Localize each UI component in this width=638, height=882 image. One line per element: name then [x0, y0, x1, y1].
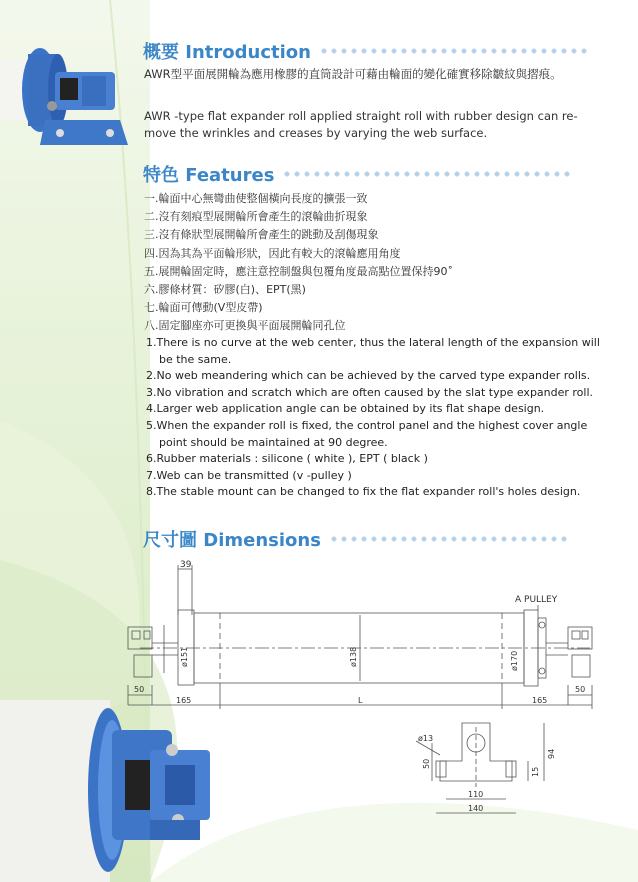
mount-side-view [416, 723, 556, 813]
features-title: 特色 Features [143, 165, 275, 186]
dim-L-label: L [358, 696, 363, 705]
dim-138-label: ø138 [349, 646, 358, 667]
dim-50-left-label: 50 [134, 685, 145, 694]
dim-15-label: 15 [531, 766, 540, 777]
list-item: 1.There is no curve at the web center, thus the lateral length of the expansion will be the same. [146, 336, 600, 366]
dim-170-label: ø170 [510, 650, 519, 671]
list-item: 五.展開輪固定時，應注意控制盤與包覆角度最高點位置保持90˚ [144, 264, 453, 278]
list-item: 2.No web meandering which can be achieved by the carved type expander rolls. [146, 369, 591, 383]
list-item: 三.沒有條狀型展開輪所會產生的跳動及刮傷現象 [144, 228, 379, 242]
dim-94-label: 94 [547, 748, 556, 759]
dim-165-right-label: 165 [532, 696, 548, 705]
product-photo-bottom [0, 700, 230, 882]
list-item: 四.因為其為平面輪形狀，因此有較大的滾輪應用角度 [144, 246, 401, 260]
list-item: 一.輪面中心無彎曲使整個橫向長度的擴張一致 [144, 192, 368, 205]
features-zh-list [144, 190, 453, 336]
features-header [143, 161, 572, 187]
introduction-header [143, 38, 587, 64]
list-item: 6.Rubber materials : silicone ( white ), EPT ( black ) [146, 452, 428, 466]
list-item: 7.Web can be transmitted (v -pulley ) [146, 468, 352, 482]
list-item: 七.輪面可傳動(V型皮帶) [144, 301, 263, 315]
dim-39-label: 39 [180, 560, 192, 570]
dim-13-label: ø13 [418, 734, 434, 743]
dim-50-v-label: 50 [422, 758, 431, 769]
list-item: 4.Larger web application angle can be obtained by its flat shape design. [146, 402, 545, 416]
dimensions-header [143, 526, 571, 552]
list-item: 二.沒有刻痕型展開輪所會產生的滾輪曲折現象 [144, 210, 368, 224]
dim-165-left-label: 165 [176, 696, 192, 705]
introduction-title: 概要 Introduction [143, 42, 311, 63]
list-item: 8.The stable mount can be changed to fix the flat expander roll's holes design. [146, 485, 581, 499]
product-photo-top [0, 20, 140, 170]
dim-151-label: ø151 [180, 646, 189, 667]
list-item: 六.膠條材質：矽膠(白)、EPT(黑) [144, 283, 306, 297]
list-item: 5.When the expander roll is fixed, the control panel and the highest cover angle point should be maintained at 90 degree. [146, 418, 588, 449]
pulley-label: A PULLEY [515, 595, 558, 605]
title-dot-rule [319, 48, 587, 54]
dim-50-right-label: 50 [575, 685, 586, 694]
intro-zh-text: AWR型平面展開輪為應用橡膠的直筒設計可藉由輪面的變化確實移除皺紋與摺痕。 [144, 67, 562, 81]
title-dot-rule [329, 536, 571, 542]
list-item: 3.No vibration and scratch which are often caused by the slat type expander roll. [146, 385, 594, 399]
intro-en-text: AWR -type flat expander roll applied straight roll with rubber design can re-move the wrinkles and creases by varying the web surface. [144, 109, 578, 140]
dim-110-label: 110 [468, 790, 484, 799]
dimensions-title: 尺寸圖 Dimensions [143, 530, 321, 551]
title-dot-rule [282, 171, 572, 177]
features-en-list [146, 335, 616, 501]
list-item: 八.固定腳座亦可更換與平面展開輪同孔位 [144, 319, 346, 333]
dim-140-label: 140 [468, 804, 484, 813]
